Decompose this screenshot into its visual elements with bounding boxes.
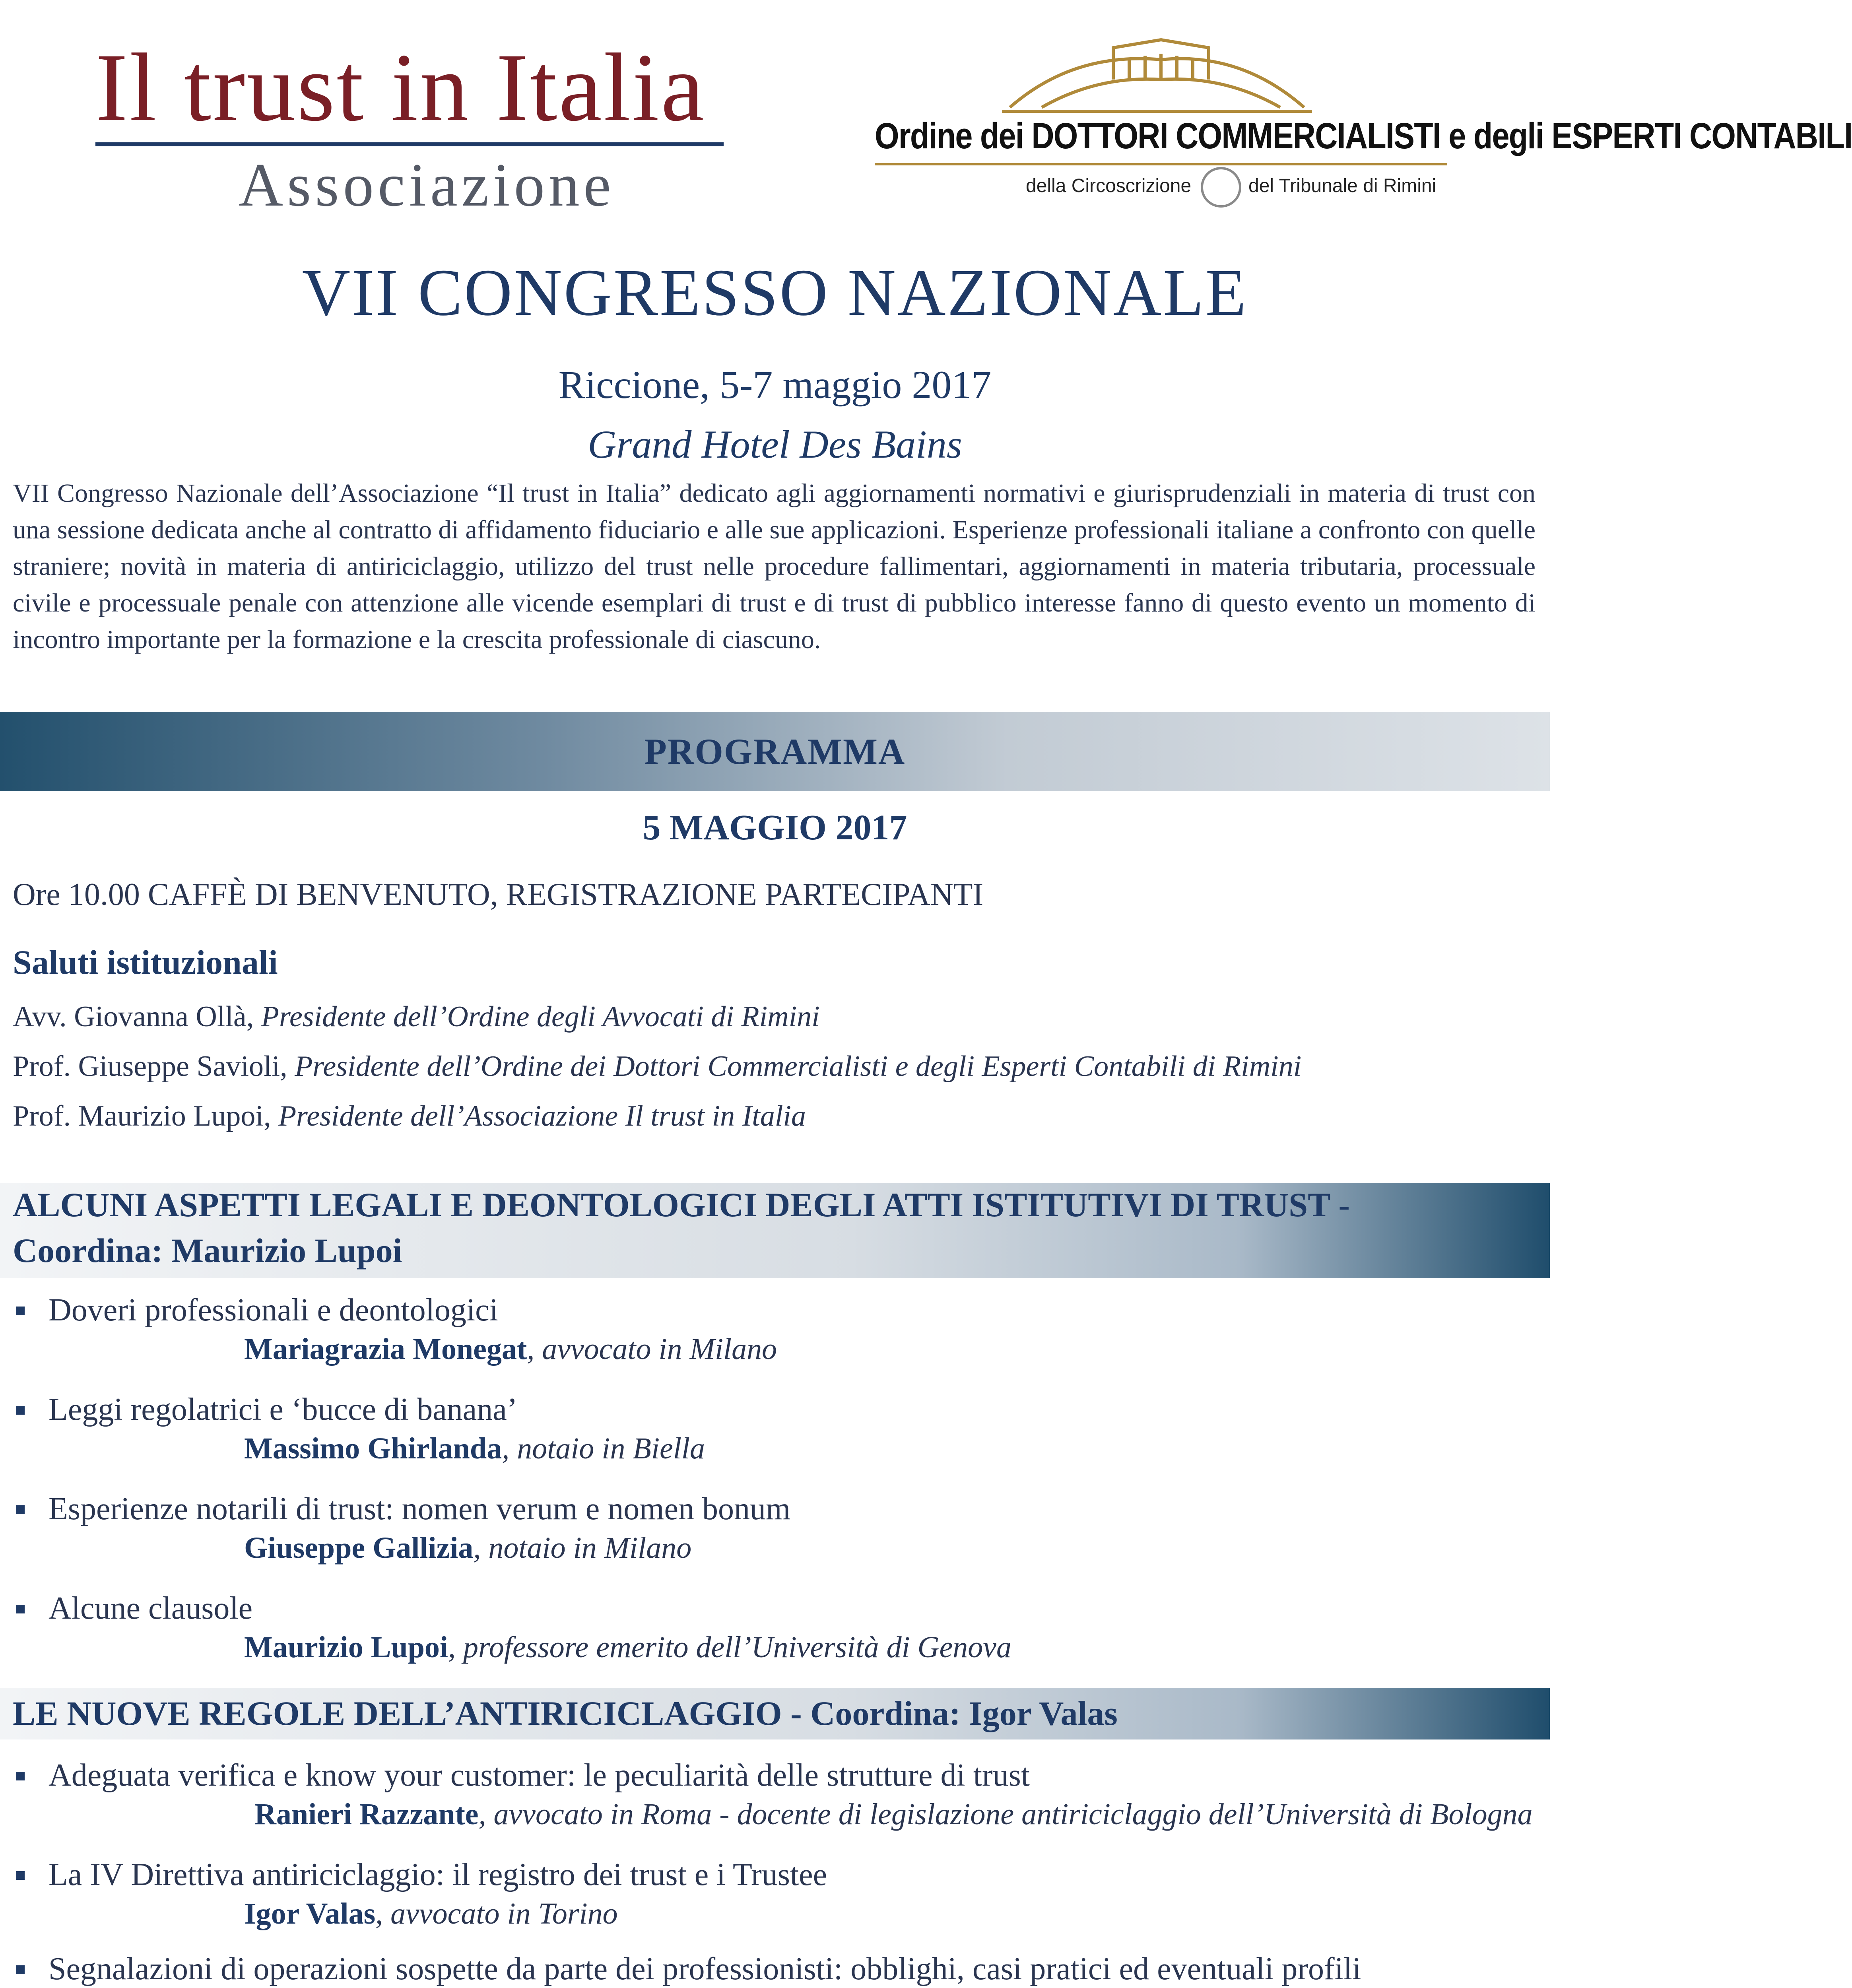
- speaker-line: [244, 1897, 618, 1931]
- programma-label: PROGRAMMA: [644, 731, 906, 772]
- saluto-item: [13, 1099, 806, 1133]
- event-place-date: Riccione, 5-7 maggio 2017: [558, 363, 992, 407]
- topic-item: [16, 1857, 827, 1893]
- programma-date: 5 MAGGIO 2017: [643, 808, 907, 847]
- event-venue: Grand Hotel Des Bains: [588, 422, 962, 466]
- saluto-name: Avv. Giovanna Ollà,: [13, 1000, 261, 1033]
- saluto-role: Presidente dell’Associazione Il trust in Italia: [278, 1100, 806, 1132]
- speaker-line: [244, 1431, 705, 1466]
- logo-left-subtitle: Associazione: [239, 151, 615, 219]
- speaker-role: , avvocato in Milano: [527, 1332, 777, 1366]
- topic-item: [16, 1590, 252, 1627]
- il-trust-in-italia-logo: [95, 33, 732, 223]
- section-title: ALCUNI ASPETTI LEGALI E DEONTOLOGICI DEGLI ATTI ISTITUTIVI DI TRUST -: [13, 1186, 1350, 1224]
- speaker-line: [244, 1332, 777, 1367]
- saluto-role: Presidente dell’Ordine dei Dottori Commercialisti e degli Esperti Contabili di Rimini: [295, 1050, 1302, 1083]
- logo-right-tribunale: del Tribunale di Rimini: [1248, 175, 1437, 196]
- topic-item: [16, 1392, 517, 1428]
- logo-left-title: Il trust in Italia: [95, 33, 706, 141]
- bullet-icon: [16, 1505, 25, 1514]
- topic-item: [16, 1292, 498, 1328]
- logo-right-rule: [875, 163, 1447, 165]
- speaker-name: Maurizio Lupoi: [244, 1631, 448, 1664]
- topic-text: Adeguata verifica e know your customer: le peculiarità delle strutture di trust: [49, 1758, 1030, 1793]
- bullet-icon: [16, 1772, 25, 1780]
- bullet-icon: [16, 1965, 25, 1974]
- bullet-icon: [16, 1406, 25, 1415]
- logo-right-name: Ordine dei DOTTORI COMMERCIALISTI e degli ESPERTI CONTABILI: [875, 116, 1852, 156]
- saluto-role: Presidente dell’Ordine degli Avvocati di Rimini: [261, 1000, 820, 1033]
- topic-item: [16, 1948, 1384, 1988]
- speaker-name: Giuseppe Gallizia: [244, 1531, 474, 1565]
- speaker-name: Massimo Ghirlanda: [244, 1432, 502, 1465]
- section-title: LE NUOVE REGOLE DELL’ANTIRICICLAGGIO - Coordina: Igor Valas: [13, 1694, 1118, 1732]
- saluto-item: [13, 1000, 820, 1034]
- speaker-role: , professore emerito dell’Università di Genova: [448, 1631, 1012, 1664]
- speaker-line: [244, 1630, 1011, 1665]
- topic-text: Leggi regolatrici e ‘bucce di banana’: [49, 1392, 518, 1427]
- bullet-icon: [16, 1871, 25, 1880]
- ordine-commercialisti-logo: [867, 36, 1852, 223]
- event-intro: VII Congresso Nazionale dell’Associazione “Il trust in Italia” dedicato agli aggiornamenti normativi e giurisprudenziali in materia di trust con una sessione dedicata anche al contratto di affidamento fiduciario e alle sue applicazioni. Esperienze professionali italiane a confronto con quelle straniere; novità in materia di antiriciclaggio, utilizzo del trust nelle procedure fallimentari, aggiornamenti in materia tributaria, processuale civile e processuale penale con attenzione alle vicende esemplari di trust e di trust di pubblico interesse fanno di questo evento un momento di incontro importante per la formazione e la crescita professionale di ciascuno.: [13, 479, 1536, 654]
- saluto-name: Prof. Maurizio Lupoi,: [13, 1100, 278, 1132]
- topic-item: [16, 1491, 790, 1527]
- topic-text: Alcune clausole: [49, 1591, 253, 1626]
- welcome-line: Ore 10.00 CAFFÈ DI BENVENUTO, REGISTRAZIONE PARTECIPANTI: [13, 877, 984, 912]
- speaker-name: Mariagrazia Monegat: [244, 1332, 527, 1366]
- speaker-role: , notaio in Biella: [502, 1432, 705, 1465]
- speaker-name: Igor Valas: [244, 1897, 376, 1930]
- seal-icon: [1201, 167, 1241, 208]
- logo-left-rule: [95, 142, 724, 146]
- programma-band: [0, 712, 1550, 791]
- speaker-line: [254, 1797, 1533, 1832]
- speaker-name: Ranieri Razzante: [254, 1798, 479, 1831]
- saluto-item: [13, 1050, 1301, 1083]
- section-band: [0, 1688, 1550, 1740]
- saluto-name: Prof. Giuseppe Savioli,: [13, 1050, 295, 1083]
- header: [0, 0, 1852, 231]
- section-coordinator: Coordina: Maurizio Lupoi: [13, 1231, 402, 1270]
- event-title: VII CONGRESSO NAZIONALE: [302, 256, 1248, 330]
- speaker-role: , avvocato in Roma - docente di legislazione antiriciclaggio dell’Università di Bologna: [478, 1798, 1533, 1831]
- speaker-line: [244, 1531, 691, 1565]
- topic-item: [16, 1757, 1030, 1794]
- topic-text: La IV Direttiva antiriciclaggio: il registro dei trust e i Trustee: [49, 1857, 827, 1892]
- bullet-icon: [16, 1605, 25, 1613]
- topic-text: Esperienze notarili di trust: nomen verum e nomen bonum: [49, 1491, 791, 1526]
- section-band: [0, 1183, 1550, 1278]
- bullet-icon: [16, 1307, 25, 1315]
- saluti-title: Saluti istituzionali: [13, 943, 278, 981]
- topic-text: Segnalazioni di operazioni sospette da parte dei professionisti: obblighi, casi pratici ed eventuali profili: [49, 1951, 1361, 1986]
- building-emblem-icon: [994, 36, 1320, 115]
- logo-right-circoscrizione: della Circoscrizione: [1026, 175, 1192, 196]
- speaker-role: , notaio in Milano: [473, 1531, 692, 1565]
- speaker-role: , avvocato in Torino: [375, 1897, 618, 1930]
- topic-text: Doveri professionali e deontologici: [49, 1293, 498, 1328]
